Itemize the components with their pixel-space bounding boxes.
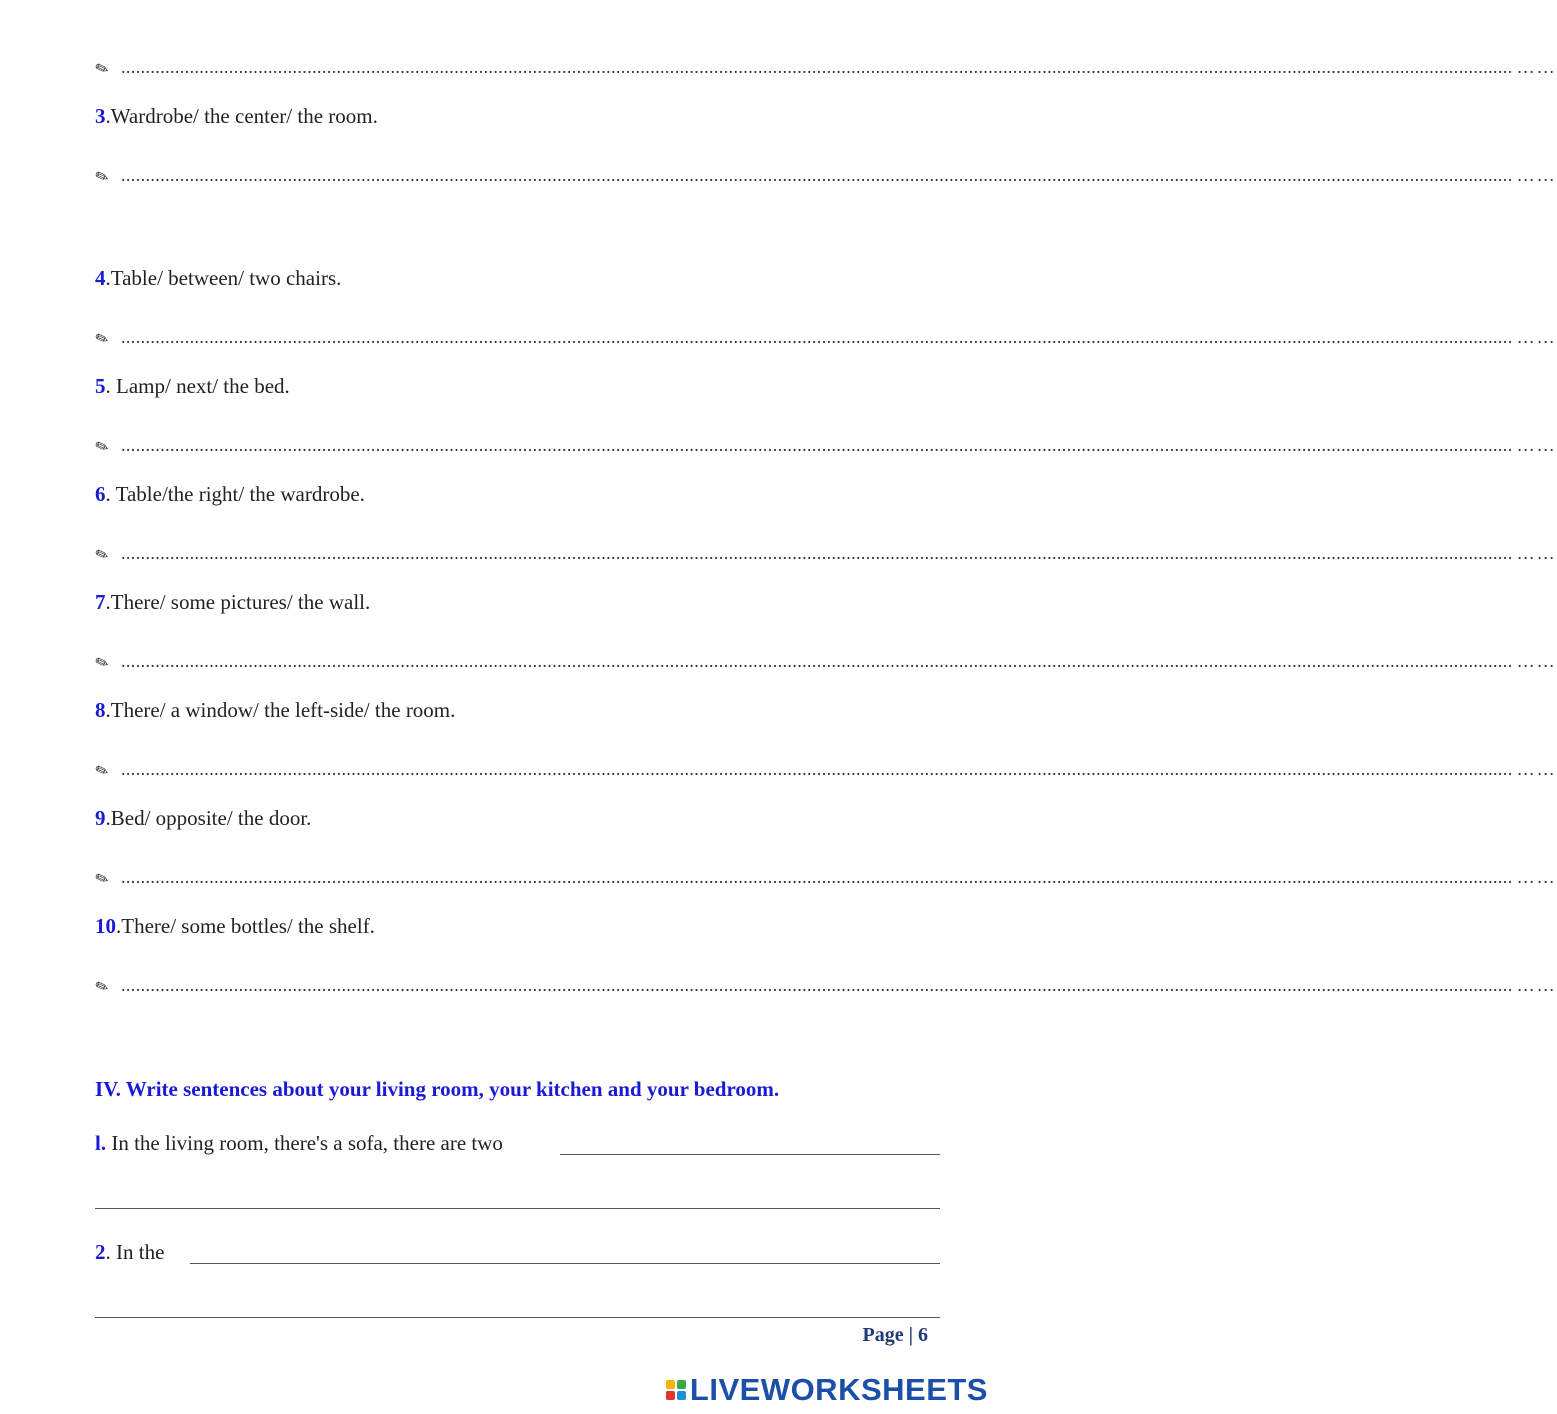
- item-prompt: Wardrobe/ the center/ the room.: [110, 104, 378, 128]
- page-number: Page | 6: [862, 1324, 928, 1346]
- item-prompt: There/ some bottles/ the shelf.: [121, 914, 375, 938]
- item-number: 6: [95, 482, 106, 506]
- section-heading: IV. Write sentences about your living room, your kitchen and your bedroom.: [95, 1077, 780, 1101]
- item-number: 9: [95, 806, 106, 830]
- item-prompt: There/ a window/ the left-side/ the room.: [110, 698, 456, 722]
- item-prompt: Table/the right/ the wardrobe.: [115, 482, 365, 506]
- sentence-prompt-1: [95, 1131, 503, 1155]
- exercise-item-4: 4.Table/ between/ two chairs.: [95, 266, 342, 290]
- exercise-item-8: 8.There/ a window/ the left-side/ the room.: [95, 698, 456, 722]
- item-number: 2: [95, 1240, 106, 1264]
- answer-line-2[interactable]: ✎ ............................................................................................................................................................................................................................................................................................ ……: [95, 50, 900, 76]
- pencil-icon: ✎: [92, 327, 112, 350]
- pencil-icon: ✎: [92, 543, 112, 566]
- item-prompt: . In the: [105, 1240, 165, 1264]
- item-number: 7: [95, 590, 106, 614]
- exercise-item-6: 6. Table/the right/ the wardrobe.: [95, 482, 365, 506]
- item-number: 8: [95, 698, 106, 722]
- write-line-1a[interactable]: [560, 1154, 940, 1155]
- pencil-icon: ✎: [92, 867, 112, 890]
- exercise-item-3: 3.Wardrobe/ the center/ the room.: [95, 104, 378, 128]
- pencil-icon: ✎: [92, 975, 112, 998]
- write-line-2b[interactable]: [95, 1317, 940, 1318]
- answer-line-10[interactable]: ✎ ............................................................................................................................................................................................................................................................................................ ……: [95, 968, 900, 994]
- write-line-1b[interactable]: [95, 1208, 940, 1209]
- write-line-2a[interactable]: [190, 1263, 940, 1264]
- item-prompt: Table/ between/ two chairs.: [110, 266, 342, 290]
- pencil-icon: ✎: [92, 57, 112, 80]
- item-number: 4: [95, 266, 106, 290]
- item-prompt: Bed/ opposite/ the door.: [110, 806, 312, 830]
- exercise-item-9: 9.Bed/ opposite/ the door.: [95, 806, 312, 830]
- answer-line-4[interactable]: ✎ ............................................................................................................................................................................................................................................................................................ ……: [95, 320, 900, 346]
- item-number: 3: [95, 104, 106, 128]
- sentence-prompt-2: [95, 1240, 164, 1264]
- logo-text: LIVEWORKSHEETS: [689, 1372, 988, 1407]
- logo-mark-icon: [666, 1380, 686, 1400]
- exercise-item-7: 7.There/ some pictures/ the wall.: [95, 590, 371, 614]
- item-prompt: Lamp/ next/ the bed.: [116, 374, 290, 398]
- answer-line-7[interactable]: ✎ ............................................................................................................................................................................................................................................................................................ ……: [95, 644, 900, 670]
- logo-square: [666, 1391, 675, 1400]
- exercise-item-5: 5. Lamp/ next/ the bed.: [95, 374, 290, 398]
- pencil-icon: ✎: [92, 165, 112, 188]
- item-number: 10: [95, 914, 116, 938]
- liveworksheets-logo: [666, 1372, 988, 1408]
- pencil-icon: ✎: [92, 435, 112, 458]
- logo-square: [666, 1380, 675, 1389]
- answer-line-9[interactable]: ✎ ............................................................................................................................................................................................................................................................................................ ……: [95, 860, 900, 886]
- answer-line-8[interactable]: ✎ ............................................................................................................................................................................................................................................................................................ ……: [95, 752, 900, 778]
- item-number: 5: [95, 374, 106, 398]
- logo-square: [677, 1380, 686, 1389]
- pencil-icon: ✎: [92, 651, 112, 674]
- exercise-item-10: 10.There/ some bottles/ the shelf.: [95, 914, 375, 938]
- answer-line-3[interactable]: ✎ ............................................................................................................................................................................................................................................................................................ ……: [95, 158, 900, 184]
- pencil-icon: ✎: [92, 759, 112, 782]
- item-prompt: There/ some pictures/ the wall.: [110, 590, 371, 614]
- answer-line-5[interactable]: ✎ ............................................................................................................................................................................................................................................................................................ ……: [95, 428, 900, 454]
- item-number: l.: [95, 1131, 107, 1155]
- logo-square: [677, 1391, 686, 1400]
- item-prompt: In the living room, there's a sofa, there are two: [106, 1131, 503, 1155]
- answer-line-6[interactable]: ✎ ............................................................................................................................................................................................................................................................................................ ……: [95, 536, 900, 562]
